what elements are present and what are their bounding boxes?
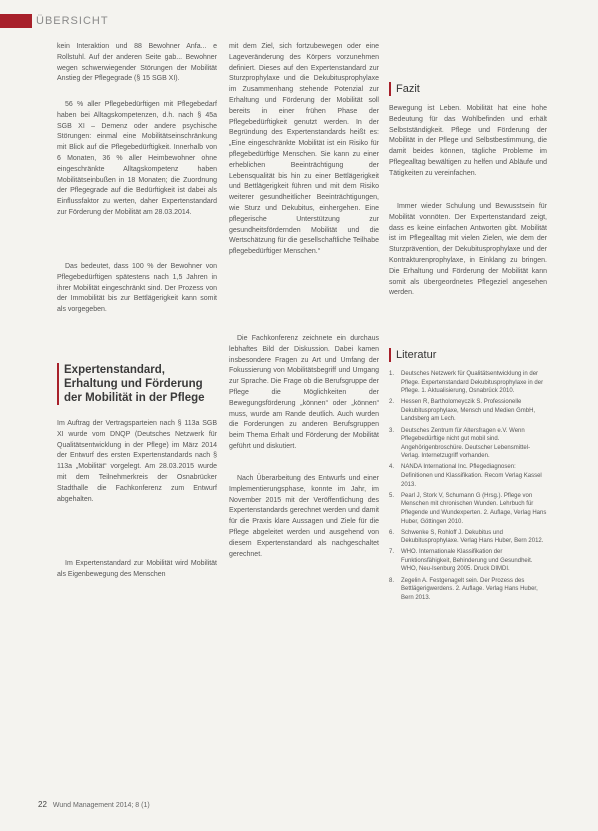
column-1 bbox=[57, 42, 217, 581]
reference-item: 7. WHO. Internationale Klassifikation der Funktionsfähigkeit, Behinderung und Gesundheit. WHO, Neu-Isenburg 2005. Druck DIMDI. bbox=[389, 549, 533, 573]
paragraph: Die Fachkonferenz zeichnete ein durchaus lebhaftes Bild der Diskussion. Dabei kamen insbesondere Fragen zu Art und Umfang der Fokussierung von Mobilitätsbegriff und Umgang zur Sprache. Die Frage ob die Berufsgruppe der Pflege die Möglichkeiten der Bewegungsförderung „können“ oder „können“ muss, wurde am Rande deutlich. Auch wurden die Forderungen zu anderen Berufsgruppen beim Thema Erhalt und Förderung der Mobilität geführt und diskutiert. bbox=[229, 335, 379, 450]
literature-heading: Literatur bbox=[389, 348, 547, 362]
reference-list bbox=[389, 370, 547, 602]
reference-item: 5. Pearl J, Stork V, Schumann G (Hrsg.). Pflege von Menschen mit chronischen Wunden. Lehrbuch für Pflegende und Wundexperten. 2. Auflage, Verlag Hans Huber, Göttingen 2010. bbox=[389, 492, 547, 525]
section-title: ÜBERSICHT bbox=[36, 15, 109, 27]
paragraph: Im Auftrag der Vertragsparteien nach § 113a SGB XI wurde vom DNQP (Deutsches Netzwerk für Qualitätsentwicklung in der Pflege) im März 2014 der Entwurf des ersten Expertenstandards nach § 113a „Mobilität“ vorgelegt. Am 28.03.2015 wurde mit dem Teilnehmerkreis der Osnabrücker Stadthalle die Fachkonferenz zum Entwurf abgehalten. bbox=[57, 420, 217, 503]
section-header-bar bbox=[0, 14, 598, 28]
reference-item: 4. NANDA International Inc. Pflegediagnosen: Definitionen und Klassifikation. Recom Verlag Kassel 2013. bbox=[389, 464, 542, 488]
column-3 bbox=[389, 42, 547, 605]
reference-item: 1. Deutsches Netzwerk für Qualitätsentwicklung in der Pflege. Expertenstandard Dekubitusprophylaxe in der Pflege. 1. Aktualisierung, Osnabrück 2010. bbox=[389, 371, 544, 395]
page-footer bbox=[38, 800, 150, 809]
reference-item: 2. Hessen R, Bartholomeyczik S. Professionelle Dekubitusprophylaxe, Mensch und Medien GmbH, Landsberg am Lech. bbox=[389, 399, 536, 423]
paragraph: Das bedeutet, dass 100 % der Bewohner von Pflegebedürftigen spätestens nach 1,5 Jahren in ihrer Mobilität eingeschränkt sind. Der Prozess von der Immobilität bis zur Bettlägerigkeit kann somit als vorgegeben. bbox=[57, 263, 217, 314]
paragraph: mit dem Ziel, sich fortzubewegen oder eine Lageveränderung des Körpers vorzunehmen definiert. Dieses auf den Expertenstandard zur Sturzprophylaxe und die Dekubitusprophylaxe im Zusammenhang stehende Potenzial zur Erhaltung und Förderung der Mobilität soll bereits in einer frühen Phase der Pflegebedürftigkeit genutzt werden. In der Begründung des Expertenstandards heißt es: „Eine eingeschränkte Mobilität ist ein Risiko für pflegebedürftige Menschen. Sie kann zu einer erheblichen Beeinträchtigung der Lebensqualität bis hin zu einer Bettlägerigkeit und Bettlägerigkeit führen und mit dem Risiko weiterer gesundheitlicher Beeinträchtigungen, wie Sturz und Dekubitus, einhergehen. Eine pflegerische Unterstützung zur gesundheitsfördernden Mobilität und die Wertschätzung für die gesellschaftliche Teilhabe pflegebedürftiger Menschen.“ bbox=[229, 43, 379, 256]
section-color-block bbox=[0, 14, 32, 28]
paragraph: Im Expertenstandard zur Mobilität wird Mobilität als Eigenbewegung des Menschen bbox=[57, 560, 217, 578]
reference-item: 8. Zegelin A. Festgenagelt sein. Der Prozess des Bettlägerigwerdens. 2. Auflage. Verlag Hans Huber, Bern 2013. bbox=[389, 577, 538, 601]
page-number: 22 bbox=[38, 800, 47, 809]
reference-item: 6. Schwenke S, Rohloff J. Dekubitus und Dekubitusprophylaxe. Verlag Hans Huber, Bern 2012. bbox=[389, 529, 544, 545]
paragraph: 56 % aller Pflegebedürftigen mit Pflegebedarf haben bei Alltagskompetenzen, d.h. nach § 45a SGB XI – Demenz oder andere psychische Störungen: einmal eine Mobilitätseinschränkung mit Blick auf die Pflegebedürftigkeit. Innerhalb von 6 Monaten, 36 % aller Heimbewohner ohne eingeschränkte Alltagskompetenz haben Mobilitätseinbußen in 18 Monaten; die Zuordnung der Pflegegrade auf die Bedürftigkeit ist dabei als Einflussfaktor zu werten, daher Expertenstandard zur Förderung der Mobilität am 28.03.2014. bbox=[57, 101, 217, 216]
column-2 bbox=[229, 42, 379, 558]
paragraph: Nach Überarbeitung des Entwurfs und einer Implementierungsphase, konnte im Jahr, im November 2015 mit der Veröffentlichung des Expertenstandards gerechnet werden und damit für die Praxis klare Aussagen und Ziele für die Pflege abgeleitet werden und ausgehend von diesem Expertenstandard als nachgeschaltet gerechnet. bbox=[229, 475, 379, 558]
paragraph: Immer wieder Schulung und Bewusstsein für Mobilität vonnöten. Der Expertenstandard zeigt, dass es keine einfachen Antworten gibt. Mobilität ist im Pflegealltag mit vielen Zielen, wie dem der Sturzprävention, der Dekubitusprophylaxe und der Kontrakturenprophylaxe, in Einklang zu bringen. Die Erhaltung und Förderung der Mobilität kann somit als übergeordnetes Pflegeziel angesehen werden. bbox=[389, 203, 547, 297]
reference-item: 3. Deutsches Zentrum für Altersfragen e.V. Wenn Pflegebedürftige nicht gut mobil sind. Angehörigenbroschüre. Deutscher Lebensmittel-Verlag. Internetzugriff vorhanden. bbox=[389, 427, 531, 460]
fazit-heading: Fazit bbox=[389, 82, 547, 96]
section-heading: Expertenstandard, Erhaltung und Förderung der Mobilität in der Pflege bbox=[57, 363, 217, 405]
paragraph: Bewegung ist Leben. Mobilität hat eine hohe Bedeutung für das Wohlbefinden und erhält Selbstständigkeit. Pflege und Förderung der Mobilität in der Pflege und Selbstbestimmung, die damit beides können, tägliche Probleme im Pflegealltag bewältigen zu helfen und Abläufe und Tätigkeiten zu vereinfachen. bbox=[389, 105, 547, 177]
journal-citation: Wund Management 2014; 8 (1) bbox=[52, 802, 150, 809]
paragraph: kein Interaktion und 88 Bewohner Anfa... e Rollstuhl. Auf der anderen Seite gab... Bewohner wegen schwerwiegender Störungen der Mobilität Anstieg der Pflegegrade (§ 15 SGB XI). bbox=[57, 43, 217, 83]
